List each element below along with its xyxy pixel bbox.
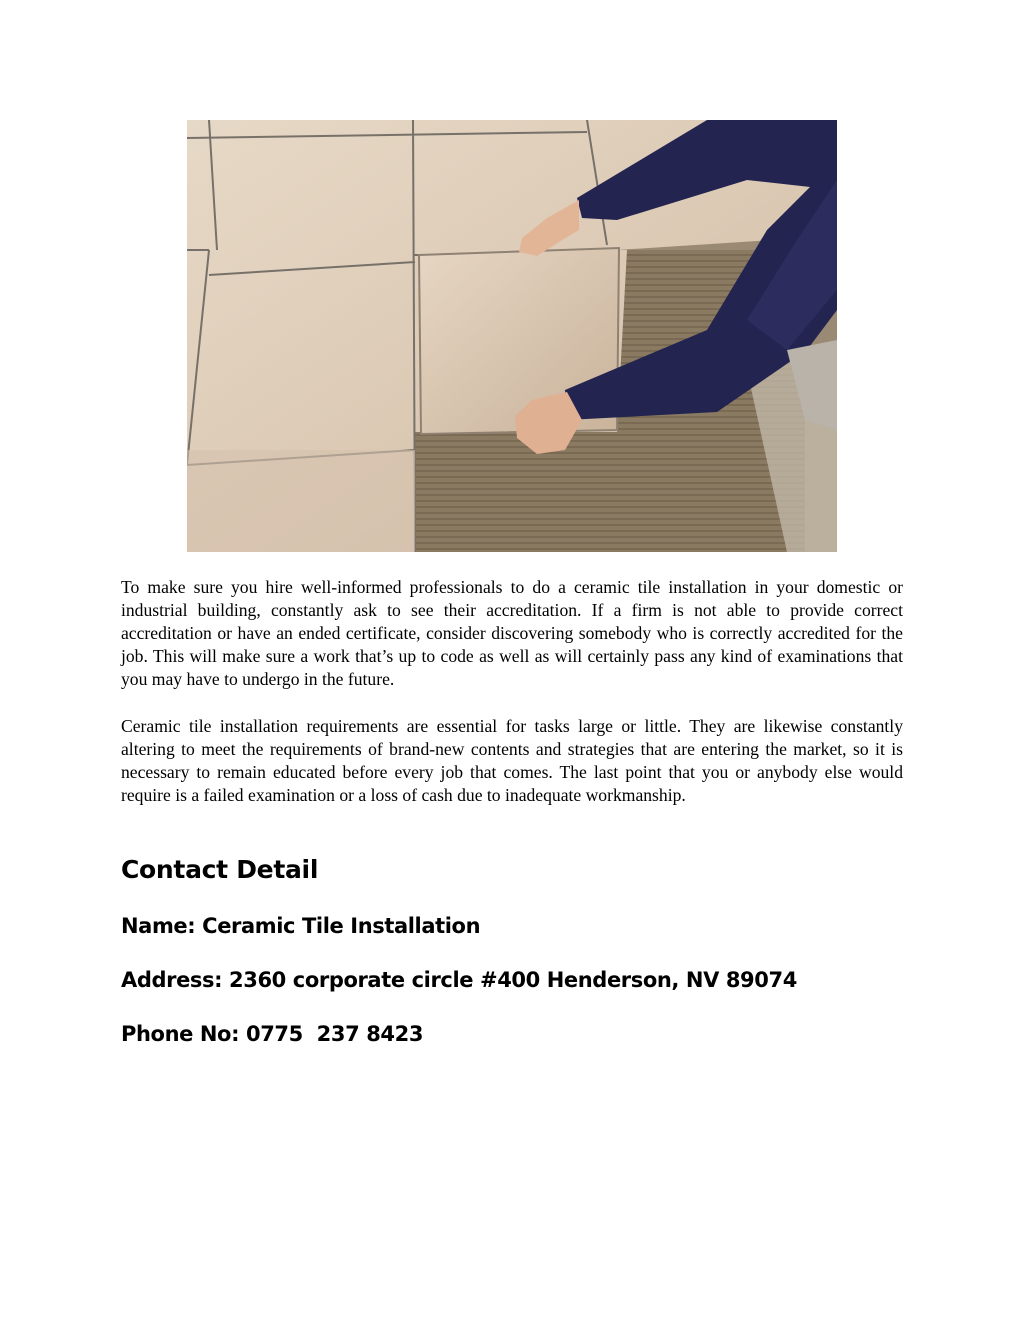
tile-installation-photo: [187, 120, 837, 552]
contact-name: Name: Ceramic Tile Installation: [121, 914, 481, 938]
body-paragraph-accreditation: To make sure you hire well-informed professionals to do a ceramic tile installation in your domestic or industrial building, constantly ask to see their accreditation. If a firm is not able to provide correct accreditation or have an ended certificate, consider discovering somebody who is correctly accredited for the job. This will make sure a work that’s up to code as well as will certainly pass any kind of examinations that you may have to undergo in the future.: [121, 577, 903, 689]
contact-detail-heading: Contact Detail: [121, 855, 319, 884]
contact-address: Address: 2360 corporate circle #400 Henderson, NV 89074: [121, 968, 797, 992]
body-paragraph-requirements: Ceramic tile installation requirements are essential for tasks large or little. They are likewise constantly altering to meet the requirements of brand-new contents and strategies that are entering the market, so it is necessary to remain educated before every job that comes. The last point that you or anybody else would require is a failed examination or a loss of cash due to inadequate workmanship.: [121, 716, 903, 805]
worker-laying-tile-icon: [187, 120, 837, 552]
contact-phone: Phone No: 0775 237 8423: [121, 1022, 424, 1046]
